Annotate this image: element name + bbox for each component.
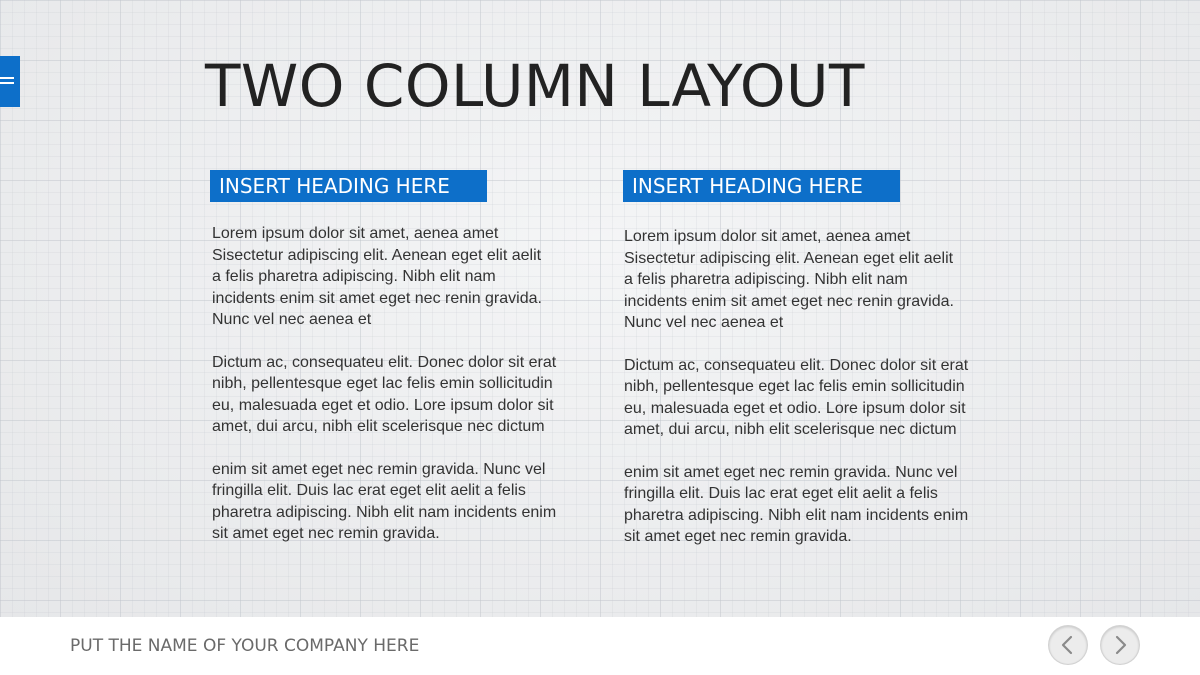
- column-1-paragraph-1: Lorem ipsum dolor sit amet, aenea amet Sisectetur adipiscing elit. Aenean eget elit aelit a felis pharetra adipiscing. Nibh elit nam incidents enim sit amet eget nec renin gravida. Nunc vel nec aenea et: [212, 225, 542, 328]
- previous-slide-button[interactable]: [1049, 626, 1087, 664]
- menu-icon: [0, 77, 14, 86]
- company-name: PUT THE NAME OF YOUR COMPANY HERE: [70, 636, 420, 656]
- slide-title: TWO COLUMN LAYOUT: [205, 52, 865, 120]
- chevron-left-icon: [1049, 626, 1087, 664]
- menu-toggle-button[interactable]: [0, 56, 20, 107]
- column-2-paragraph-1: Lorem ipsum dolor sit amet, aenea amet Sisectetur adipiscing elit. Aenean eget elit aelit a felis pharetra adipiscing. Nibh elit nam incidents enim sit amet eget nec renin gravida. Nunc vel nec aenea et: [624, 228, 954, 331]
- chevron-right-icon: [1101, 626, 1139, 664]
- column-1-paragraph-2: Dictum ac, consequateu elit. Donec dolor sit erat nibh, pellentesque eget lac felis emin sollicitudin eu, malesuada eget et odio. Lore ipsum dolor sit amet, dui arcu, nibh elit scelerisque nec dictum: [212, 353, 557, 435]
- column-2-paragraph-3: enim sit amet eget nec remin gravida. Nunc vel fringilla elit. Duis lac erat eget elit aelit a felis pharetra adipiscing. Nibh elit nam incidents enim sit amet eget nec remin gravida.: [624, 463, 969, 545]
- column-1-body: [212, 223, 572, 566]
- column-1-heading: INSERT HEADING HERE: [210, 170, 487, 202]
- column-2-heading: INSERT HEADING HERE: [623, 170, 900, 202]
- next-slide-button[interactable]: [1101, 626, 1139, 664]
- column-2-paragraph-2: Dictum ac, consequateu elit. Donec dolor sit erat nibh, pellentesque eget lac felis emin sollicitudin eu, malesuada eget et odio. Lore ipsum dolor sit amet, dui arcu, nibh elit scelerisque nec dictum: [624, 356, 969, 438]
- slide-footer: [0, 617, 1200, 675]
- column-2-body: [624, 226, 984, 569]
- column-1-paragraph-3: enim sit amet eget nec remin gravida. Nunc vel fringilla elit. Duis lac erat eget elit aelit a felis pharetra adipiscing. Nibh elit nam incidents enim sit amet eget nec remin gravida.: [212, 460, 557, 542]
